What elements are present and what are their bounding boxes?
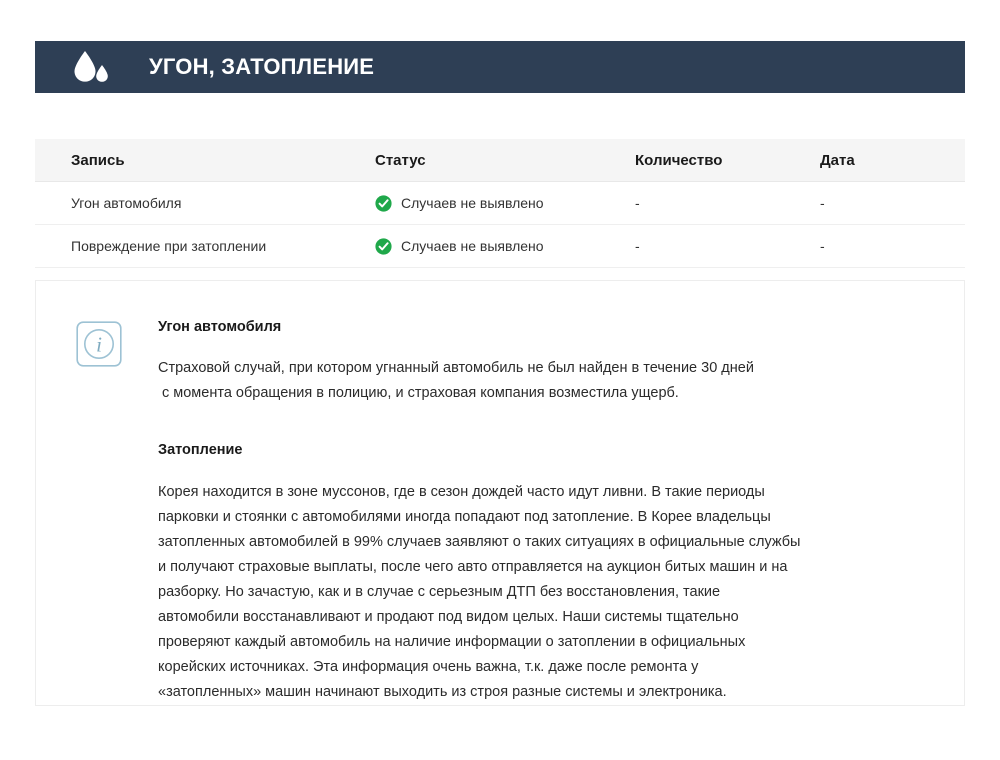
paragraph-line: автомобили восстанавливают и продают под видом целых. Наши системы тщательно — [158, 608, 739, 625]
cell-status — [375, 195, 635, 212]
paragraph-line: разборку. Но зачастую, как и в случае с серьезным ДТП без восстановления, такие — [158, 583, 721, 600]
info-paragraph-theft — [158, 356, 858, 406]
info-panel — [35, 280, 965, 706]
info-circle-icon — [76, 321, 158, 367]
cell-record: Угон автомобиля — [71, 195, 182, 211]
green-check-icon — [375, 195, 392, 212]
svg-text:i: i — [96, 332, 102, 357]
info-icon-column — [76, 317, 158, 705]
cell-date: - — [820, 238, 825, 254]
column-header-count: Количество — [635, 151, 723, 169]
green-check-icon — [375, 238, 392, 255]
water-droplet-icon — [71, 49, 123, 85]
cell-count: - — [635, 238, 640, 254]
table-header-row — [35, 139, 965, 182]
paragraph-line: парковки и стоянки с автомобилями иногда попадают под затопление. В Корее владельцы — [158, 508, 771, 525]
paragraph-line: Страховой случай, при котором угнанный автомобиль не был найден в течение 30 дней — [158, 360, 754, 377]
info-heading-flood: Затопление — [158, 442, 243, 459]
table-row — [35, 225, 965, 268]
status-label: Случаев не выявлено — [401, 238, 544, 254]
cell-status — [375, 238, 635, 255]
paragraph-line: и получают страховые выплаты, после чего авто отправляется на аукцион битых машин и на — [158, 558, 788, 575]
paragraph-line: затопленных автомобилей в 99% случаев заявляют о таких ситуациях в официальные службы — [158, 533, 801, 550]
cell-count: - — [635, 195, 640, 211]
column-header-record: Запись — [71, 151, 125, 169]
cell-date: - — [820, 195, 825, 211]
paragraph-line: с момента обращения в полицию, и страховая компания возместила ущерб. — [162, 385, 679, 402]
page-title: УГОН, ЗАТОПЛЕНИЕ — [149, 54, 375, 79]
paragraph-line: Корея находится в зоне муссонов, где в сезон дождей часто идут ливни. В такие периоды — [158, 483, 765, 500]
paragraph-line: «затопленных» машин начинают выходить из строя разные системы и электроника. — [158, 683, 727, 700]
paragraph-line: проверяют каждый автомобиль на наличие информации о затоплении в официальных — [158, 633, 746, 650]
status-label: Случаев не выявлено — [401, 195, 544, 211]
column-header-date: Дата — [820, 151, 855, 169]
findings-table — [35, 139, 965, 268]
info-paragraph-flood — [158, 480, 858, 705]
info-heading-theft: Угон автомобиля — [158, 319, 282, 335]
cell-record: Повреждение при затоплении — [71, 238, 267, 254]
paragraph-line: корейских источниках. Эта информация очень важна, т.к. даже после ремонта у — [158, 658, 699, 675]
table-row — [35, 182, 965, 225]
info-content — [158, 317, 924, 705]
column-header-status: Статус — [375, 151, 426, 169]
section-header-banner — [35, 41, 965, 93]
